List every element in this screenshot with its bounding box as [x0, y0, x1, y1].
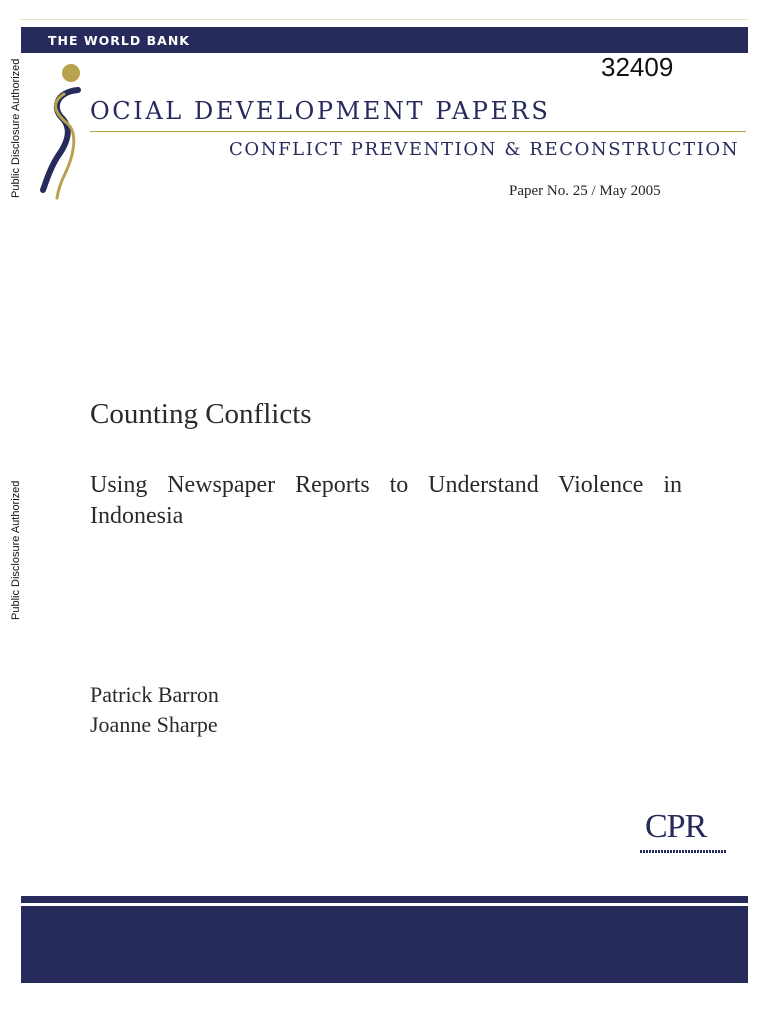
series-title-rule [90, 131, 746, 132]
social-development-logo-icon [38, 60, 88, 202]
series-subtitle: CONFLICT PREVENTION & RECONSTRUCTION [229, 139, 740, 160]
top-rule [21, 19, 748, 20]
author-name: Patrick Barron [90, 682, 219, 707]
document-number: 32409 [601, 52, 674, 82]
cpr-logo-underline [640, 850, 726, 853]
author-name: Joanne Sharpe [90, 712, 218, 737]
paper-subtitle: Using Newspaper Reports to Understand Violence in Indonesia [90, 472, 682, 529]
cpr-logo [640, 808, 726, 856]
cpr-logo-text: CPR [645, 808, 707, 845]
paper-title: Counting Conflicts [90, 398, 312, 430]
disclosure-stamp-top: Public Disclosure Authorized [10, 58, 22, 198]
footer-band [21, 906, 748, 983]
footer-stripe [21, 896, 748, 903]
author-list [90, 680, 219, 740]
series-title: OCIAL DEVELOPMENT PAPERS [90, 97, 551, 125]
disclosure-stamp-middle: Public Disclosure Authorized [10, 480, 22, 620]
organization-name: THE WORLD BANK [48, 33, 190, 48]
paper-number-date: Paper No. 25 / May 2005 [509, 183, 661, 199]
